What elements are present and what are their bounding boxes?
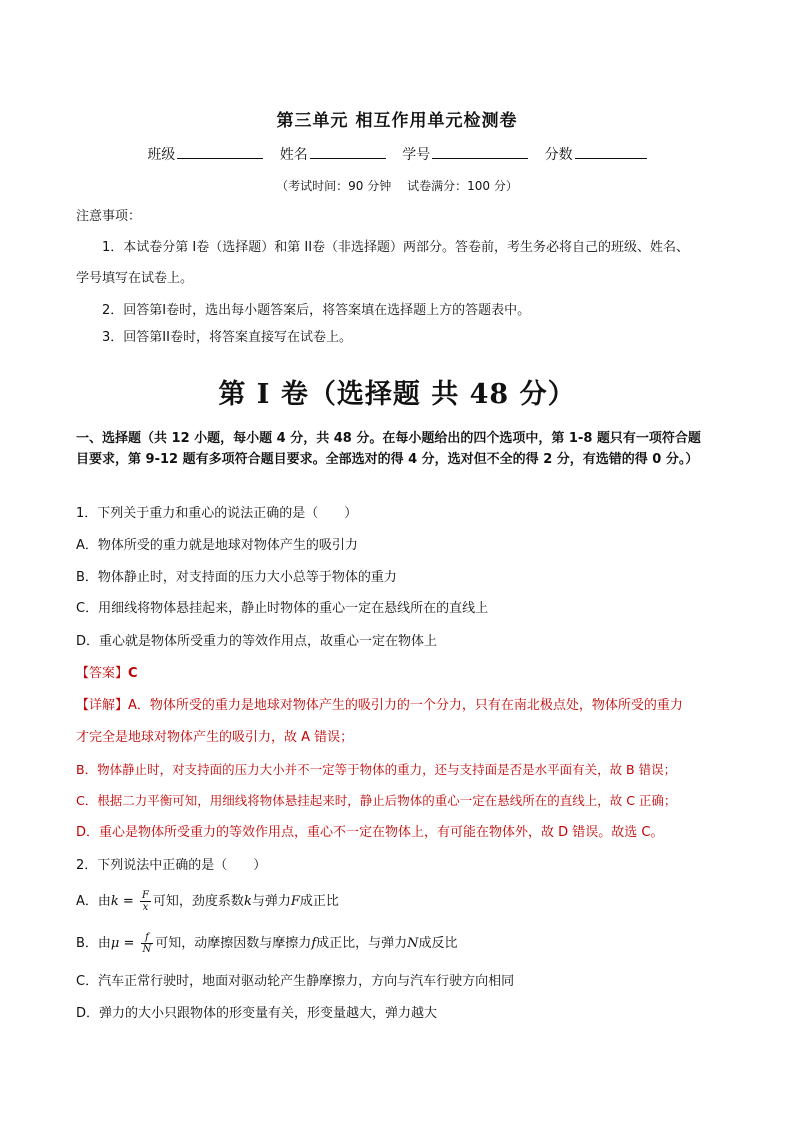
student-id-blank[interactable] [432,146,528,159]
note-item-1-line-2: 学号填写在试卷上。 [76,271,194,286]
question-1-answer [76,665,138,683]
note-item-2: 2．回答第I卷时，选出每小题答案后，将答案填在选择题上方的答题表中。 [102,303,531,318]
option-b-mu-symbol: μ [110,936,120,951]
option-b-f-inline: f [311,936,317,951]
option-b-numerator: f [141,932,154,944]
option-a-text-3: 成正比 [299,894,339,909]
question-2-option-d: D．弹力的大小只跟物体的形变量有关，形变量越大，弹力越大 [76,1006,438,1021]
exam-meta [0,177,794,194]
option-a-text-2: 与弹力 [251,894,291,909]
option-b-prefix: B．由 [76,936,111,951]
answer-tag: 【答案】 [76,666,129,681]
question-1-option-c: C．用细线将物体悬挂起来，静止时物体的重心一定在悬线所在的直线上 [76,601,489,616]
option-a-denominator: x [142,902,149,913]
question-2-option-c: C．汽车正常行驶时，地面对驱动轮产生静摩擦力，方向与汽车行驶方向相同 [76,974,515,989]
question-2-stem: 2．下列说法中正确的是（ ） [76,858,267,873]
name-blank[interactable] [310,146,386,159]
exam-title: 第三单元 相互作用单元检测卷 [276,111,518,131]
question-1-detail-b: B．物体静止时，对支持面的压力大小并不一定等于物体的重力，还与支持面是否是水平面有关，故 B 错误； [76,762,677,777]
option-a-f-inline: F [290,894,300,909]
option-a-numerator: F [141,890,149,901]
answer-value: C [128,666,138,681]
question-1-detail-a-line-2: 才完全是地球对物体产生的吸引力，故 A 错误； [76,730,354,745]
option-b-denominator: N [142,944,152,955]
detail-a-text: A．物体所受的重力是地球对物体产生的吸引力的一个分力，只有在南北极点处，物体所受的重力 [128,698,683,713]
option-b-n-inline: N [407,936,419,951]
question-1-detail-c: C．根据二力平衡可知，用细线将物体悬挂起来时，静止后物体的重心一定在悬线所在的直线上，故 C 正确； [76,793,677,808]
option-a-k-symbol: k [110,894,119,909]
class-field-label: 班级 [147,147,176,163]
question-1-detail-d: D．重心是物体所受重力的等效作用点，重心不一定在物体上，有可能在物体外，故 D 错误。故选 C。 [76,825,664,840]
detail-tag: 【详解】 [76,698,129,713]
question-1-stem: 1．下列关于重力和重心的说法正确的是（ ） [76,506,358,521]
notes-heading: 注意事项： [76,209,142,224]
name-field-label: 姓名 [279,147,308,163]
question-1-option-a: A．物体所受的重力就是地球对物体产生的吸引力 [76,538,358,553]
score-field-label: 分数 [544,147,573,163]
option-a-k-inline: k [243,894,252,909]
student-id-field-label: 学号 [402,147,431,163]
class-blank[interactable] [177,146,263,159]
full-score: 试卷满分：100 分） [407,179,518,193]
option-a-text-1: 可知，劲度系数 [152,894,244,909]
option-b-text-2: 成正比，与弹力 [316,936,408,951]
exam-time: （考试时间：90 分钟 [276,179,392,193]
score-blank[interactable] [575,146,647,159]
note-item-3: 3．回答第II卷时，将答案直接写在试卷上。 [102,330,352,345]
question-1-detail-a-line-1 [76,697,683,715]
option-b-text-1: 可知，动摩擦因数与摩擦力 [155,936,312,951]
option-b-text-3: 成反比 [418,936,458,951]
student-info-line [0,144,794,164]
option-a-fraction [140,890,151,913]
option-a-prefix: A．由 [76,894,111,909]
section-instructions-line-2: 目要求，第 9-12 题有多项符合题目要求。全部选对的得 4 分，选对但不全的得 2 分，有选错的得 0 分。） [76,452,699,467]
question-2-option-b: B．由μ = $\frac{f}{N}$ 可知，动摩擦因数与摩擦力f成正比，与弹力N成反比 [76,932,458,955]
question-1-option-d: D．重心就是物体所受重力的等效作用点，故重心一定在物体上 [76,634,438,649]
question-2-option-a: A．由k = $\frac{F}{x}$ 可知，劲度系数k与弹力F成正比 [76,890,339,913]
section-instructions-line-1: 一、选择题（共 12 小题，每小题 4 分，共 48 分。在每小题给出的四个选项中，第 1-8 题只有一项符合题 [76,431,701,446]
question-1-option-b: B．物体静止时，对支持面的压力大小总等于物体的重力 [76,570,397,585]
part-title: 第 I 卷（选择题 共 48 分） [218,379,576,410]
note-item-1-line-1: 1．本试卷分第 I卷（选择题）和第 II卷（非选择题）两部分。答卷前，考生务必将自己的班级、姓名、 [102,240,690,255]
option-b-fraction [141,932,154,955]
